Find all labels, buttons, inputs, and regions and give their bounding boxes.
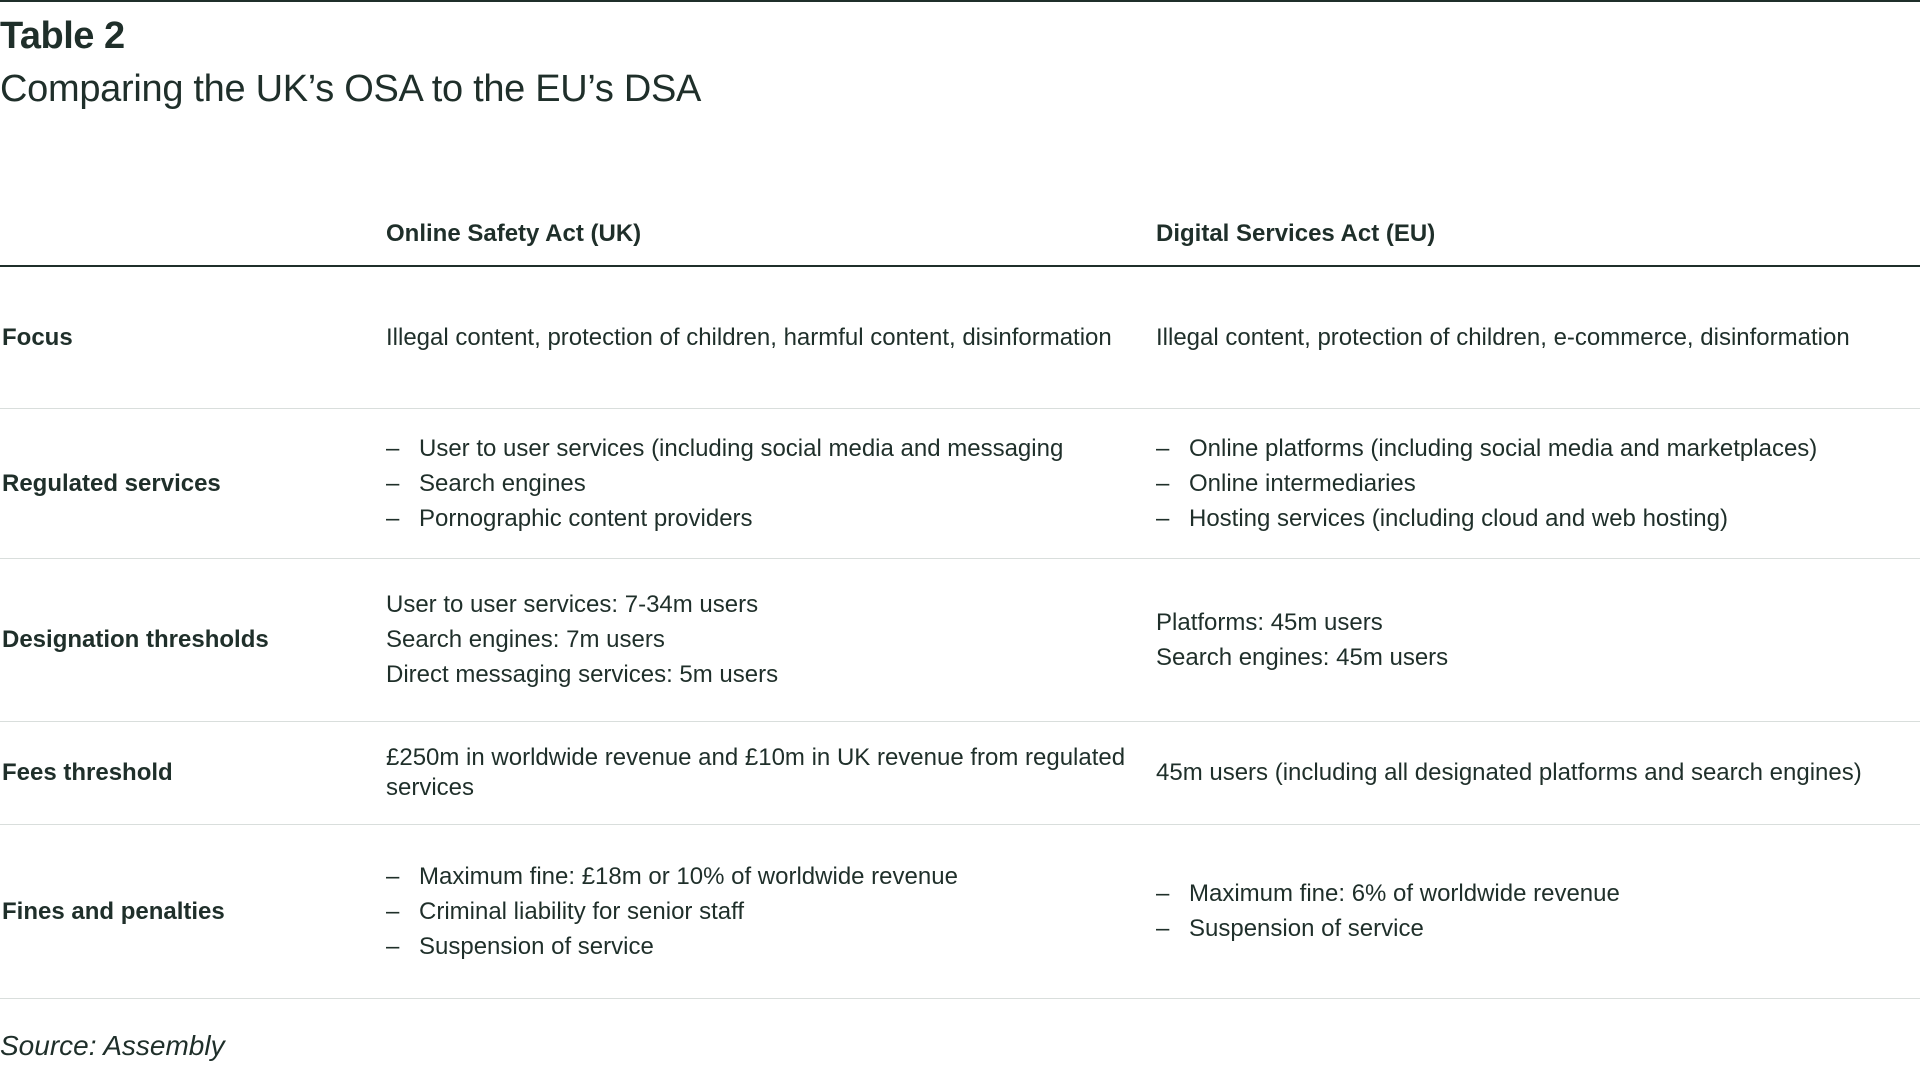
threshold-line: Direct messaging services: 5m users (386, 661, 779, 688)
dsa-focus (1156, 266, 1920, 409)
table-title: Comparing the UK’s OSA to the EU’s DSA (0, 68, 702, 110)
osa-regulated-list (386, 434, 1142, 534)
table-row-fines-and-penalties (0, 825, 1920, 999)
osa-fees-text: £250m in worldwide revenue and £10m in UK revenue from regulated services (386, 744, 1126, 801)
table-label: Table 2 (0, 15, 125, 57)
table-row-regulated-services (0, 409, 1920, 559)
threshold-line: Search engines: 7m users (386, 626, 665, 653)
table-row-designation-thresholds (0, 559, 1920, 722)
list-item: – Suspension of service (1156, 914, 1906, 944)
threshold-line: User to user services: 7-34m users (386, 591, 759, 618)
list-item: – Maximum fine: 6% of worldwide revenue (1156, 879, 1906, 909)
dsa-regulated-list (1156, 434, 1906, 534)
header-blank (0, 206, 386, 266)
row-label-regulated-services: Regulated services (0, 409, 386, 559)
osa-designation-thresholds (386, 559, 1156, 722)
list-item: – Online platforms (including social media and marketplaces) (1156, 434, 1906, 464)
list-item: – Online intermediaries (1156, 469, 1906, 499)
list-item: – Suspension of service (386, 932, 1142, 962)
table-row-focus (0, 266, 1920, 409)
dsa-regulated-services (1156, 409, 1920, 559)
dsa-focus-text: Illegal content, protection of children, e-commerce, disinformation (1156, 323, 1850, 351)
list-item: – Maximum fine: £18m or 10% of worldwide revenue (386, 862, 1142, 892)
page (0, 2, 1920, 1082)
threshold-line: Platforms: 45m users (1156, 608, 1383, 636)
comparison-table (0, 206, 1920, 999)
table-header-row (0, 206, 1920, 266)
list-item: – User to user services (including social media and messaging (386, 434, 1142, 464)
osa-fees-threshold (386, 722, 1156, 825)
row-label-focus: Focus (0, 266, 386, 409)
threshold-line: Search engines: 45m users (1156, 643, 1449, 671)
list-item: – Pornographic content providers (386, 504, 1142, 534)
table-row-fees-threshold (0, 722, 1920, 825)
osa-focus (386, 266, 1156, 409)
source-note: Source: Assembly (0, 1030, 225, 1061)
osa-focus-text: Illegal content, protection of children, harmful content, disinformation (386, 323, 1112, 351)
row-label-fines-and-penalties: Fines and penalties (0, 825, 386, 999)
header-osa: Online Safety Act (UK) (386, 206, 1156, 266)
dsa-fees-threshold (1156, 722, 1920, 825)
osa-fines-list (386, 862, 1142, 962)
list-item: – Criminal liability for senior staff (386, 897, 1142, 927)
osa-regulated-services (386, 409, 1156, 559)
list-item: – Hosting services (including cloud and web hosting) (1156, 504, 1906, 534)
header-dsa: Digital Services Act (EU) (1156, 206, 1920, 266)
row-label-designation-thresholds: Designation thresholds (0, 559, 386, 722)
row-label-fees-threshold: Fees threshold (0, 722, 386, 825)
dsa-fines-list (1156, 879, 1906, 944)
dsa-designation-thresholds (1156, 559, 1920, 722)
dsa-fees-text: 45m users (including all designated platforms and search engines) (1156, 759, 1862, 786)
dsa-fines-and-penalties (1156, 825, 1920, 999)
list-item: – Search engines (386, 469, 1142, 499)
osa-fines-and-penalties (386, 825, 1156, 999)
